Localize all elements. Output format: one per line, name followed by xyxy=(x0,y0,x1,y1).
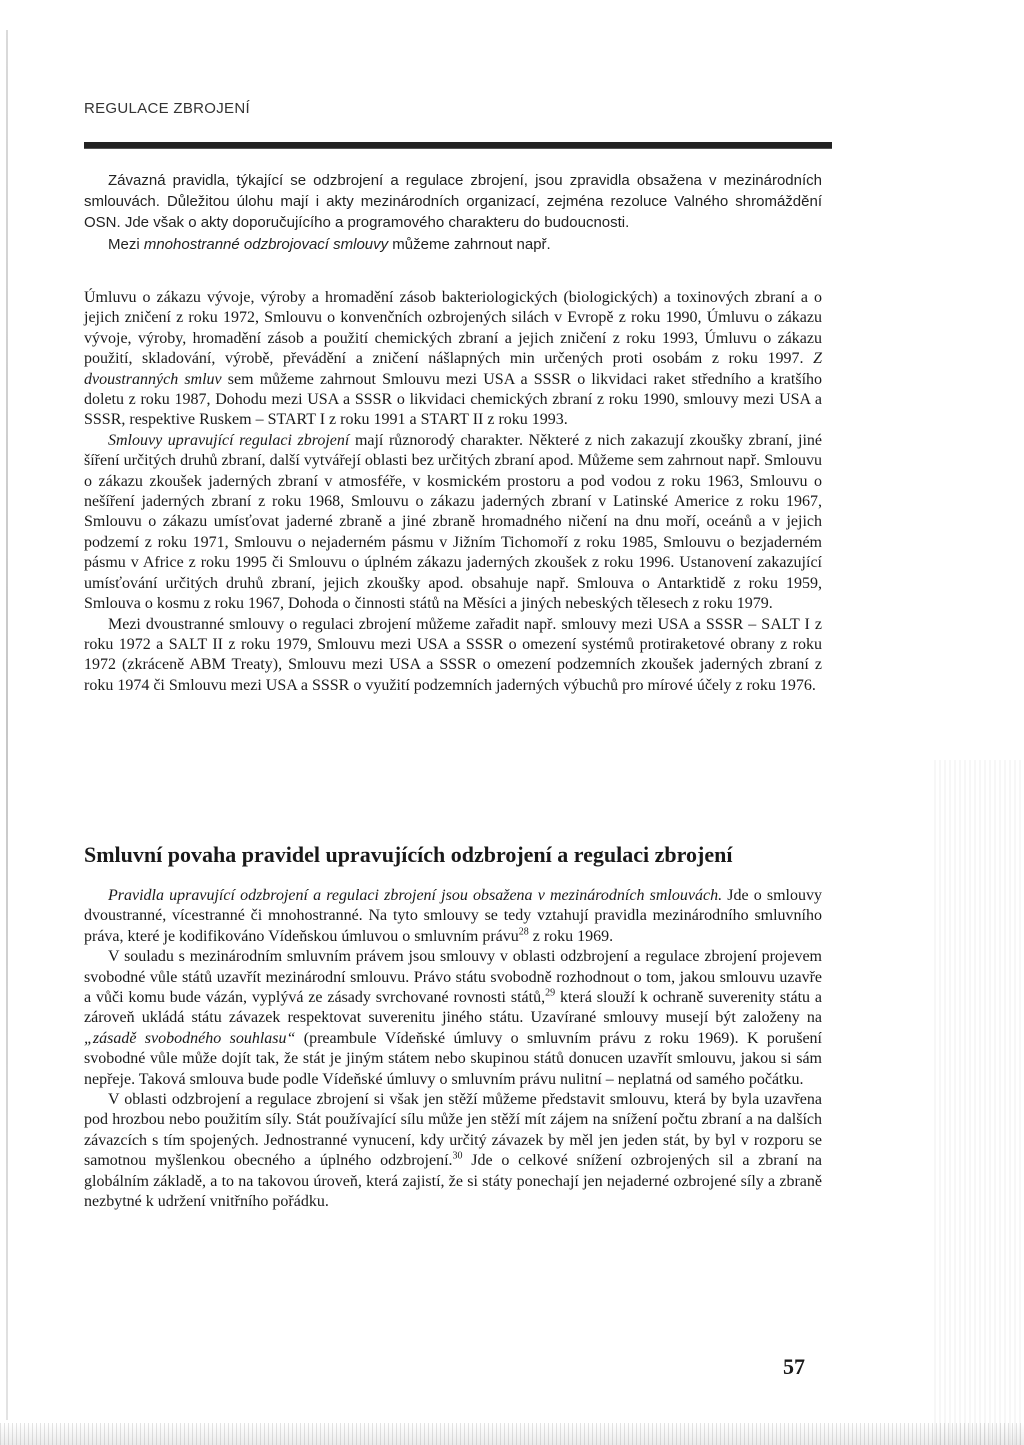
body-paragraph-2: V souladu s mezinárodním smluvním právem jsou smlouvy v oblasti odzbrojení a regulace zbrojení projevem svobodné vůle států uzavřít mezinárodní smlouvu. Právo státu svobodně rozhodnout o tom, jakou smlouvu uzavře a vůči komu bude vázán, vyplývá ze zásady svrchované rovnosti států,$^{29}$ která slouží k ochraně suverenity státu a zároveň ukládá státu závazek respektovat suverenitu jiného státu. Uzavírané smlouvy musejí být založeny na „zásadě svobodného souhlasu“ (preambule Vídeňské úmluvy o smluvním právu z roku 1969). K porušení svobodné vůle může dojít tak, že stát je jiným státem nebo skupinou států donucen uzavřít smlouvu, jakou si sám nepřeje. Taková smlouva bude podle Vídeňské úmluvy o smluvním právu nulitní – neplatná od samého počátku. xyxy=(84,948,823,1088)
scan-bottom-shading xyxy=(0,1423,1024,1445)
footnote-ref: 30 xyxy=(452,1150,463,1162)
intro-block xyxy=(84,170,822,255)
scan-left-edge xyxy=(6,30,8,1420)
treaties-block xyxy=(84,288,822,696)
emphasis: Z dvoustranných smluv xyxy=(84,350,822,388)
footnote-ref: 28 xyxy=(518,926,529,938)
body-paragraph-3: V oblasti odzbrojení a regulace zbrojení si však jen stěží můžeme představit smlouvu, která by byla uzavřena pod hrozbou nebo použitím síly. Stát používající sílu může jen stěží mít zájem na snížení počtu zbraní a na dalších závazcích s tím spojených. Jednostranné vynucení, kdy určitý závazek by měl jen jeden stát, by byl v rozporu se samotnou myšlenkou obecného a úplného odzbrojení.$^{30}$ Jde o celkové snížení ozbrojených sil a zbraní na globálním základě, a to na takovou úroveň, která zajistí, že si státy ponechají jen nejaderné ozbrojené síly a zbraně nezbytné k udržení vnitřního pořádku. xyxy=(84,1091,822,1211)
footnote-ref: 29 xyxy=(545,987,556,999)
intro-paragraph-2: Mezi mnohostranné odzbrojovací smlouvy můžeme zahrnout např. xyxy=(108,235,551,253)
section-body xyxy=(84,886,822,1213)
header-rule xyxy=(84,142,832,148)
running-header: REGULACE ZBROJENÍ xyxy=(84,100,250,117)
treaties-paragraph-1: Úmluvu o zákazu vývoje, výroby a hromadění zásob bakteriologických (biologických) a toxinových zbraní a o jejich zničení z roku 1972, Smlouvu o konvenčních ozbrojených silách v Evropě z roku 1990, Úmluvu o zákazu vývoje, výroby, hromadění zásob a použití chemických zbraní a jejich zničení z roku 1993, Úmluvu o zákazu použití, skladování, výrobě, převádění a zničení nášlapných min určených proti osobám z roku 1997. Z dvoustranných smluv sem můžeme zahrnout Smlouvu mezi USA a SSSR o likvidaci raket středního a kratšího doletu z roku 1987, Dohodu mezi USA a SSSR o likvidaci chemických zbraní z roku 1990, smlouvy mezi USA a SSSR, respektive Ruskem – START I z roku 1991 a START II z roku 1993. xyxy=(84,289,823,429)
body-paragraph-1: Pravidla upravující odzbrojení a regulaci zbrojení jsou obsažena v mezinárodních smlouvách. Jde o smlouvy dvoustranné, vícestranné či mnohostranné. Na tyto smlouvy se tedy vztahují pravidla mezinárodního smluvního práva, které je kodifikováno Vídeňskou úmluvou o smluvním právu$^{28}$ z roku 1969. xyxy=(84,887,823,945)
emphasis: Pravidla upravující odzbrojení a regulaci zbrojení jsou obsažena v mezinárodních smlouvách. xyxy=(108,887,723,904)
intro-paragraph-1: Závazná pravidla, týkající se odzbrojení a regulace zbrojení, jsou zpravidla obsažena v mezinárodních smlouvách. Důležitou úlohu mají i akty mezinárodních organizací, zejména rezoluce Valného shromáždění OSN. Jde však o akty doporučujícího a programového charakteru do budoucnosti. xyxy=(84,172,822,232)
treaties-paragraph-3: Mezi dvoustranné smlouvy o regulaci zbrojení můžeme zařadit např. smlouvy mezi USA a SSSR – SALT I z roku 1972 a SALT II z roku 1979, Smlouvu mezi USA a SSSR o omezení systémů protiraketové obrany z roku 1972 (zkráceně ABM Treaty), Smlouvu mezi USA a SSSR o omezení podzemních zkoušek jaderných zbraní z roku 1974 či Smlouvu mezi USA a SSSR o využití podzemních jaderných výbuchů pro mírové účely z roku 1976. xyxy=(84,615,822,694)
emphasis: Smlouvy upravující regulaci zbrojení xyxy=(108,431,350,449)
section-heading: Smluvní povaha pravidel upravujících odzbrojení a regulaci zbrojení xyxy=(84,842,733,867)
emphasis: mnohostranné odzbrojovací smlouvy xyxy=(143,235,389,253)
treaties-paragraph-2: Smlouvy upravující regulaci zbrojení mají různorodý charakter. Některé z nich zakazují zkoušky zbraní, jiné šíření určitých druhů zbraní, další vytvářejí oblasti bez určitých zbraní apod. Můžeme sem zahrnout např. Smlouvu o zákazu zkoušek jaderných zbraní v atmosféře, v kosmickém prostoru a pod vodou z roku 1963, Smlouvu o nešíření jaderných zbraní z roku 1968, Smlouvu o zákazu jaderných zbraní v Latinské Americe z roku 1967, Smlouvu o zákazu umísťovat jaderné zbraně a jiné zbraně hromadného ničení na dnu moří, oceánů a v jejich podzemí z roku 1971, Smlouvu o nejaderném pásmu v Jižním Tichomoří z roku 1985, Smlouvu o bezjaderném pásmu v Africe z roku 1995 či Smlouvu o úplném zákazu jaderných zkoušek z roku 1996. Ustanovení zakazující umísťování určitých druhů zbraní, jejich zkoušky apod. obsahuje např. Smlouva o Antarktidě z roku 1959, Smlouva o kosmu z roku 1967, Dohoda o činnosti států na Měsíci a jiných nebeských tělesech z roku 1979. xyxy=(84,431,823,613)
page-number: 57 xyxy=(783,1354,805,1379)
scan-right-shading xyxy=(934,760,1024,1445)
emphasis: „zásadě svobodného souhlasu“ xyxy=(84,1029,296,1047)
